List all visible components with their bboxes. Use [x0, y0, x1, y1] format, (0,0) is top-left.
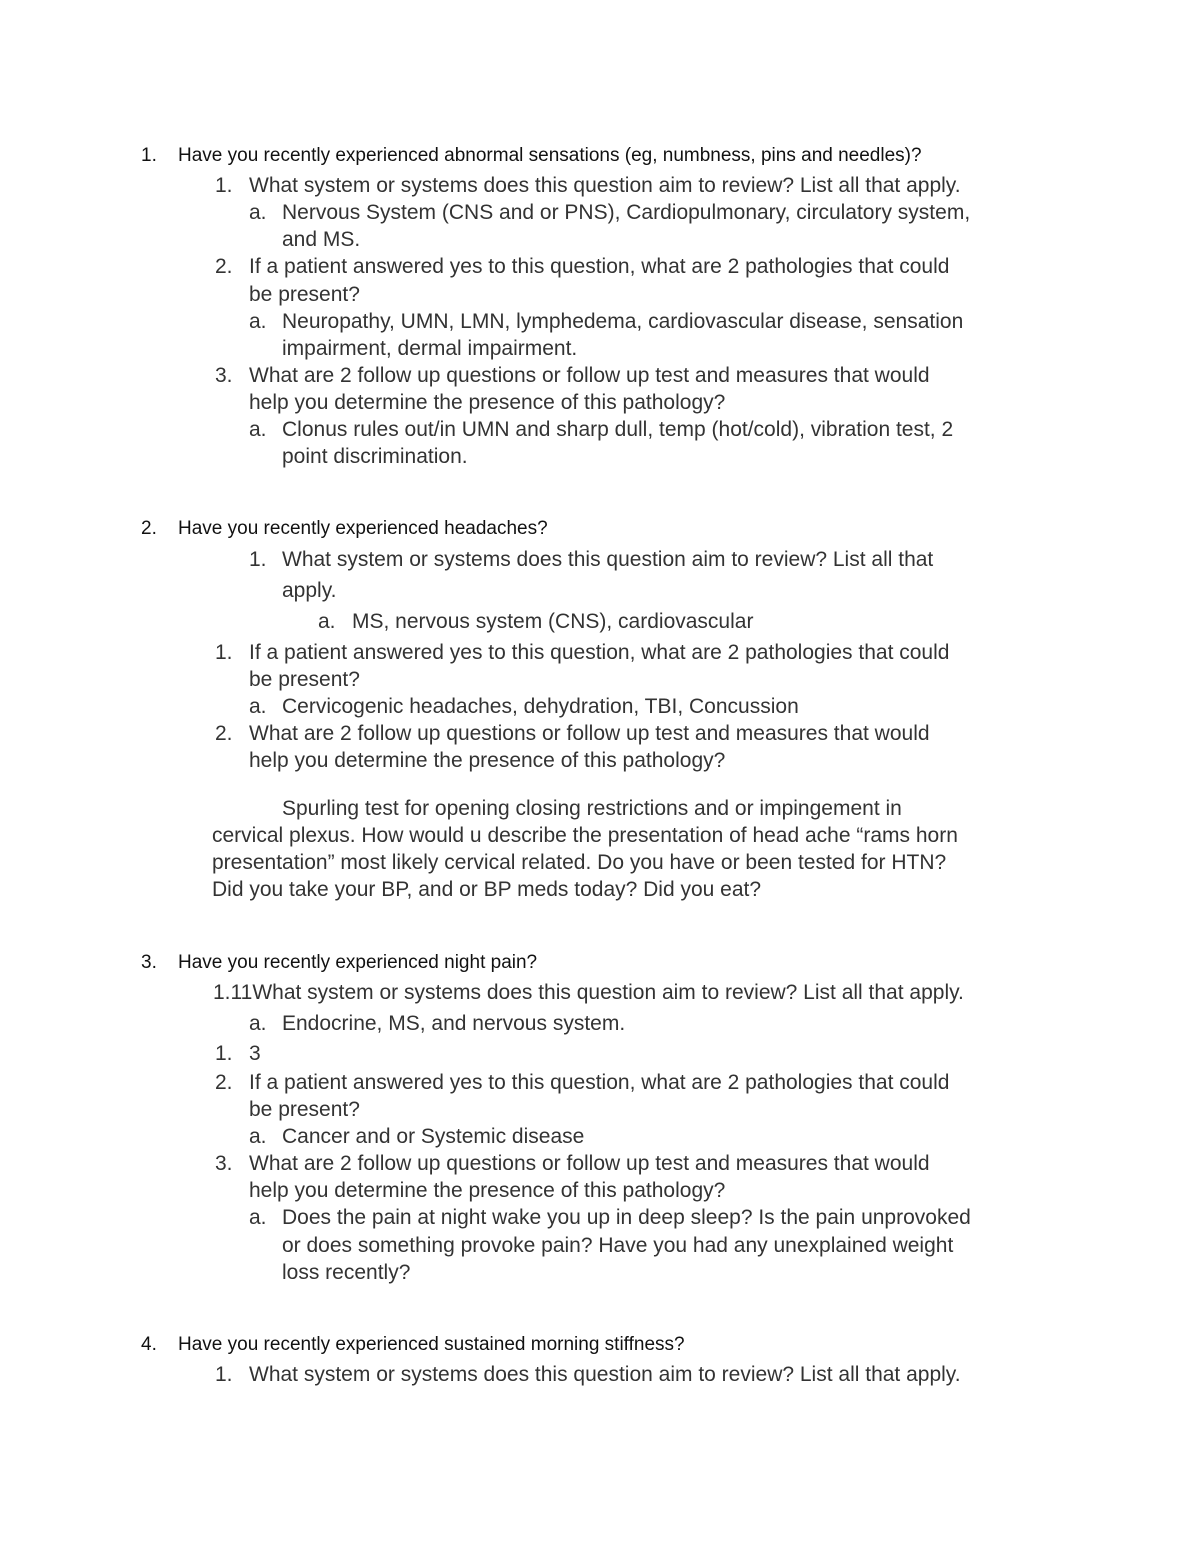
answer-text: and MS.	[282, 228, 361, 251]
list-marker: 3.	[215, 364, 233, 387]
sub-question: What are 2 follow up questions or follow up test and measures that would	[249, 722, 930, 745]
answer-marker: a.	[249, 1206, 267, 1229]
sub-question: What system or systems does this question aim to review? List all that apply.	[249, 1363, 961, 1386]
paragraph-line: Spurling test for opening closing restrictions and or impingement in	[282, 797, 902, 820]
sub-question: What are 2 follow up questions or follow up test and measures that would	[249, 1152, 930, 1175]
answer-text: Endocrine, MS, and nervous system.	[282, 1012, 626, 1035]
answer-text: MS, nervous system (CNS), cardiovascular	[352, 610, 754, 633]
answer-text: Cancer and or Systemic disease	[282, 1125, 585, 1148]
answer-marker: a.	[249, 418, 267, 441]
sub-question: be present?	[249, 1098, 360, 1121]
answer-text: loss recently?	[282, 1261, 411, 1284]
sub-question: apply.	[282, 579, 337, 602]
list-marker: 1.	[215, 174, 233, 197]
answer-text: Clonus rules out/in UMN and sharp dull, temp (hot/cold), vibration test, 2	[282, 418, 954, 441]
paragraph-line: Did you take your BP, and or BP meds today? Did you eat?	[212, 878, 762, 901]
list-marker: 3.	[215, 1152, 233, 1175]
answer-marker: a.	[249, 695, 267, 718]
list-marker: 1.	[215, 1363, 233, 1386]
answer-text: Nervous System (CNS and or PNS), Cardiopulmonary, circulatory system,	[282, 201, 971, 224]
question-heading: Have you recently experienced sustained morning stiffness?	[178, 1334, 685, 1355]
answer-marker: a.	[318, 610, 336, 633]
sub-question: What are 2 follow up questions or follow up test and measures that would	[249, 364, 930, 387]
sub-question: If a patient answered yes to this question, what are 2 pathologies that could	[249, 1071, 950, 1094]
list-marker: 2.	[215, 722, 233, 745]
paragraph-line: cervical plexus. How would u describe the presentation of head ache “rams horn	[212, 824, 958, 847]
sub-question: help you determine the presence of this pathology?	[249, 1179, 726, 1202]
list-marker: 1.	[249, 548, 267, 571]
question-number: 1.	[141, 145, 157, 166]
answer-marker: a.	[249, 1125, 267, 1148]
list-marker: 1.	[215, 1042, 233, 1065]
sub-question: help you determine the presence of this pathology?	[249, 749, 726, 772]
sub-question: be present?	[249, 283, 360, 306]
question-number: 2.	[141, 518, 157, 539]
sub-question: 3	[249, 1042, 261, 1065]
question-number: 3.	[141, 952, 157, 973]
question-heading: Have you recently experienced night pain?	[178, 952, 538, 973]
answer-marker: a.	[249, 310, 267, 333]
sub-question: be present?	[249, 668, 360, 691]
sub-question: 1.11What system or systems does this question aim to review? List all that apply.	[213, 981, 964, 1004]
sub-question: If a patient answered yes to this question, what are 2 pathologies that could	[249, 641, 950, 664]
answer-text: Does the pain at night wake you up in deep sleep? Is the pain unprovoked	[282, 1206, 971, 1229]
answer-text: impairment, dermal impairment.	[282, 337, 578, 360]
list-marker: 2.	[215, 1071, 233, 1094]
sub-question: What system or systems does this question aim to review? List all that apply.	[249, 174, 961, 197]
answer-text: Cervicogenic headaches, dehydration, TBI, Concussion	[282, 695, 799, 718]
sub-question: If a patient answered yes to this question, what are 2 pathologies that could	[249, 255, 950, 278]
answer-text: Neuropathy, UMN, LMN, lymphedema, cardiovascular disease, sensation	[282, 310, 964, 333]
question-number: 4.	[141, 1334, 157, 1355]
answer-text: point discrimination.	[282, 445, 468, 468]
list-marker: 2.	[215, 255, 233, 278]
question-heading: Have you recently experienced headaches?	[178, 518, 548, 539]
answer-text: or does something provoke pain? Have you had any unexplained weight	[282, 1234, 954, 1257]
answer-marker: a.	[249, 1012, 267, 1035]
sub-question: What system or systems does this question aim to review? List all that	[282, 548, 934, 571]
sub-question: help you determine the presence of this pathology?	[249, 391, 726, 414]
list-marker: 1.	[215, 641, 233, 664]
answer-marker: a.	[249, 201, 267, 224]
question-heading: Have you recently experienced abnormal sensations (eg, numbness, pins and needles)?	[178, 145, 922, 166]
paragraph-line: presentation” most likely cervical related. Do you have or been tested for HTN?	[212, 851, 947, 874]
